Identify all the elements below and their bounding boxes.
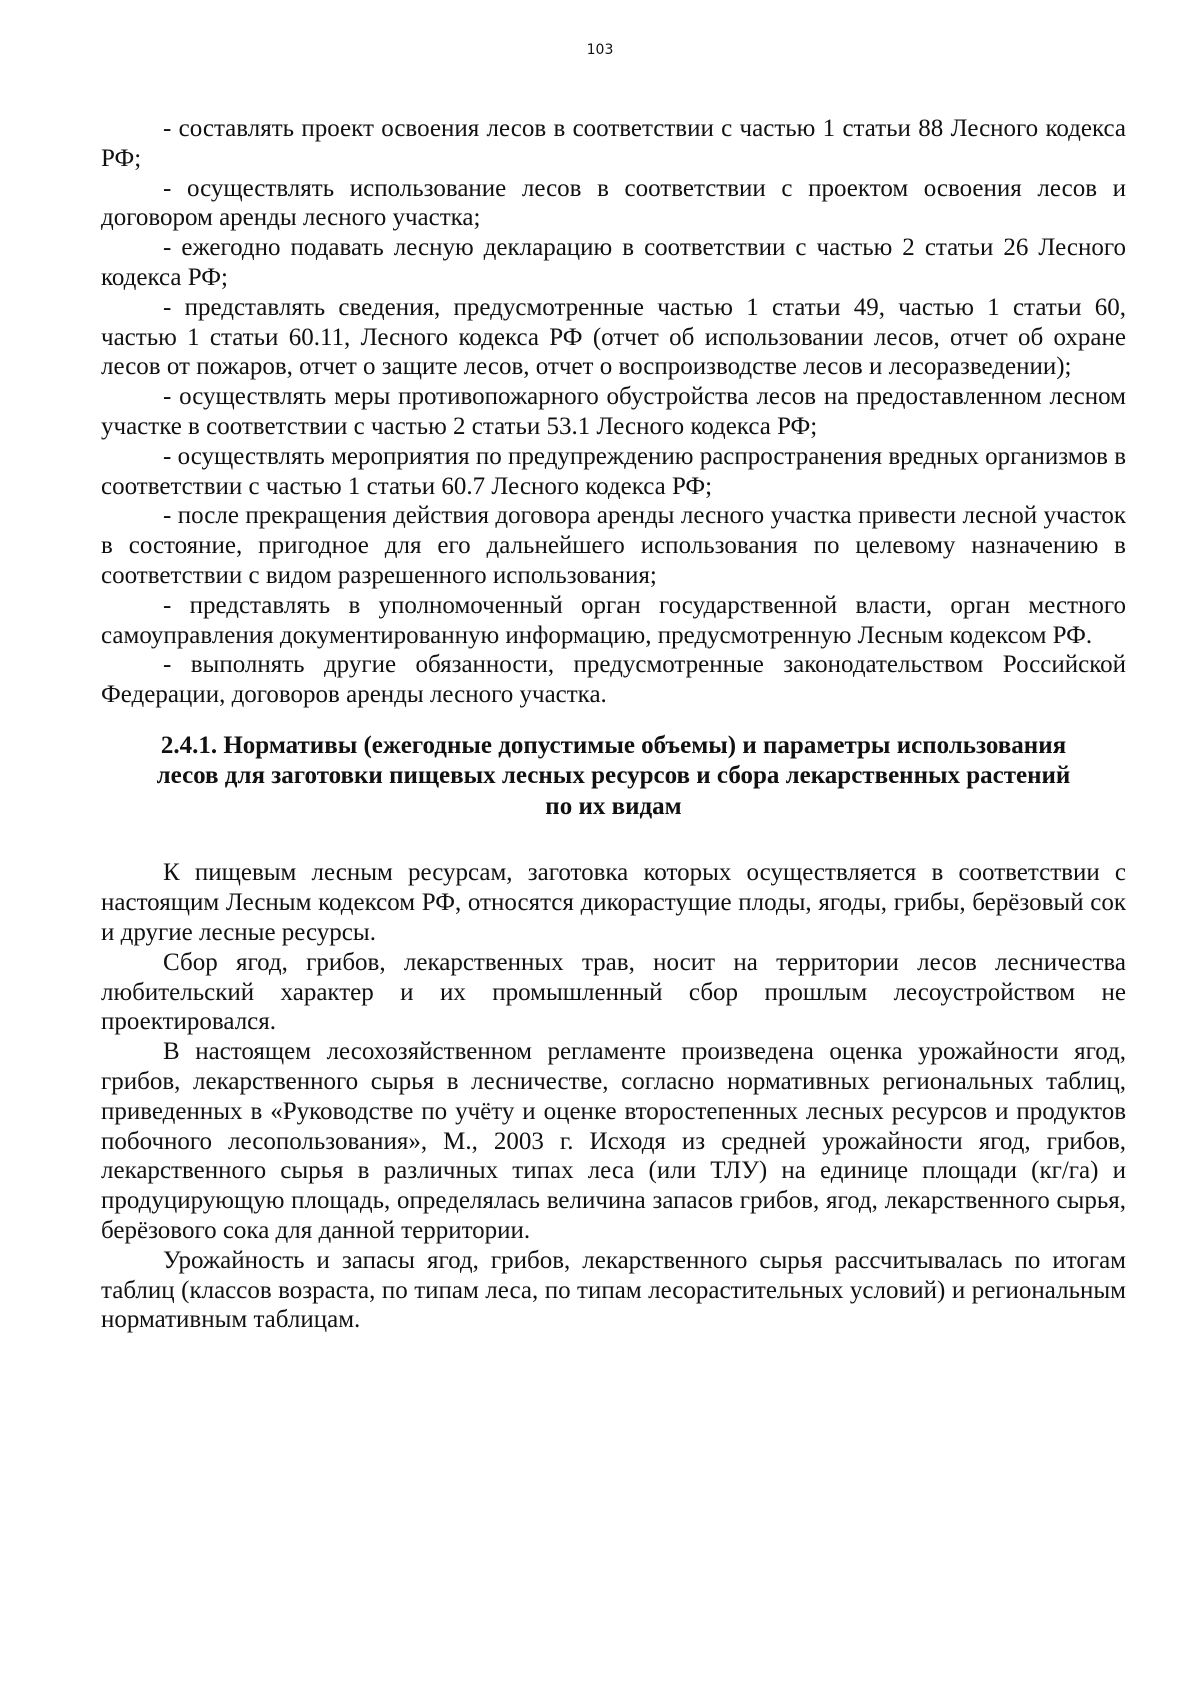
list-item: - осуществлять мероприятия по предупреждению распространения вредных организмов в соответствии с частью 1 статьи 60.7 Лесного кодекса РФ;	[101, 442, 1126, 500]
list-item: - после прекращения действия договора аренды лесного участка привести лесной участок в состояние, пригодное для его дальнейшего использования по целевому назначению в соответствии с видом разрешенного использования;	[101, 502, 1126, 589]
list-item: - составлять проект освоения лесов в соответствии с частью 1 статьи 88 Лесного кодекса РФ;	[101, 115, 1126, 172]
paragraph: Сбор ягод, грибов, лекарственных трав, носит на территории лесов лесничества любительский характер и их промышленный сбор прошлым лесоустройством не проектировался.	[101, 948, 1126, 1036]
list-item: - ежегодно подавать лесную декларацию в соответствии с частью 2 статьи 26 Лесного кодекса РФ;	[101, 234, 1126, 291]
section-title: 2.4.1. Нормативы (ежегодные допустимые объемы) и параметры использования лесов для заготовки пищевых лесных ресурсов и сбора лекарственных растений по их видам	[156, 731, 1071, 820]
paragraph: К пищевым лесным ресурсам, заготовка которых осуществляется в соответствии с настоящим Лесным кодексом РФ, относятся дикорастущие плоды, ягоды, грибы, берёзовый сок и другие лесные ресурсы.	[101, 859, 1126, 947]
list-item: - представлять сведения, предусмотренные частью 1 статьи 49, частью 1 статьи 60, частью 1 статьи 60.11, Лесного кодекса РФ (отчет об использовании лесов, отчет об охране лесов от пожаров, отчет о защите лесов, отчет о воспроизводстве лесов и лесоразведении);	[101, 293, 1126, 381]
paragraph: В настоящем лесохозяйственном регламенте произведена оценка урожайности ягод, грибов, лекарственного сырья в лесничестве, согласно нормативных региональных таблиц, приведенных в «Руководстве по учёту и оценке второстепенных лесных ресурсов и продуктов побочного лесопользования», М., 2003 г. Исходя из средней урожайности ягод, грибов, лекарственного сырья в различных типах леса (или ТЛУ) на единице площади (кг/га) и продуцирующую площадь, определялась величина запасов грибов, ягод, лекарственного сырья, берёзового сока для данной территории.	[101, 1038, 1126, 1244]
paragraph: Урожайность и запасы ягод, грибов, лекарственного сырья рассчитывалась по итогам таблиц (классов возраста, по типам леса, по типам лесорастительных условий) и региональным нормативным таблицам.	[101, 1246, 1126, 1334]
document-body	[101, 114, 1126, 1335]
list-item: - выполнять другие обязанности, предусмотренные законодательством Российской Федерации, договоров аренды лесного участка.	[101, 651, 1126, 709]
list-item: - осуществлять использование лесов в соответствии с проектом освоения лесов и договором аренды лесного участка;	[101, 174, 1126, 232]
list-item: - представлять в уполномоченный орган государственной власти, орган местного самоуправления документированную информацию, предусмотренную Лесным кодексом РФ.	[101, 591, 1126, 649]
page-number: 103	[586, 42, 614, 58]
list-item: - осуществлять меры противопожарного обустройства лесов на предоставленном лесном участке в соответствии с частью 2 статьи 53.1 Лесного кодекса РФ;	[101, 383, 1126, 440]
